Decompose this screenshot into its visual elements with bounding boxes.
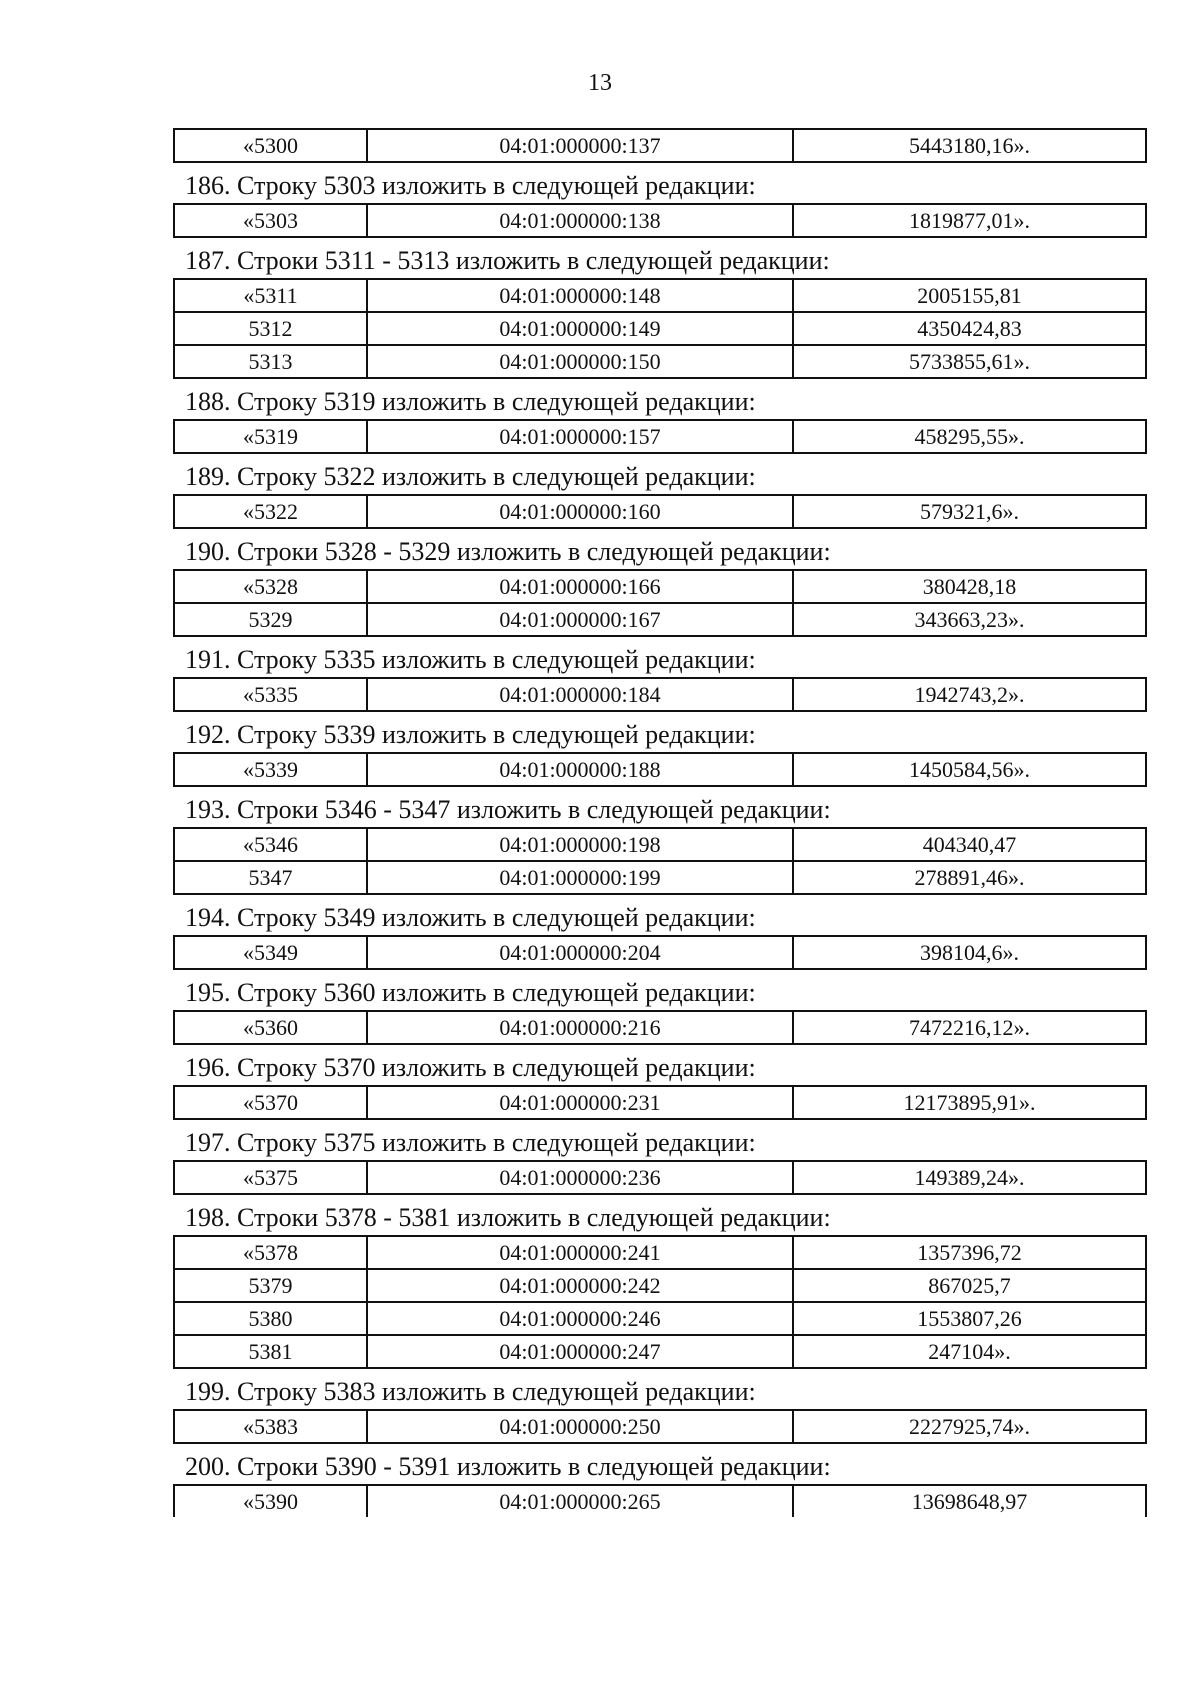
- cadastral-number-cell: 04:01:000000:148: [367, 279, 793, 312]
- row-number-cell: «5346: [174, 828, 367, 861]
- table-row: [174, 129, 1146, 162]
- row-number-cell: «5311: [174, 279, 367, 312]
- table-row: [174, 495, 1146, 528]
- amendment-table: [173, 1484, 1147, 1517]
- value-cell: 1450584,56».: [793, 753, 1146, 786]
- row-number-cell: 5381: [174, 1335, 367, 1368]
- row-number-cell: «5319: [174, 420, 367, 453]
- cadastral-number-cell: 04:01:000000:188: [367, 753, 793, 786]
- table-row: [174, 603, 1146, 636]
- row-number-cell: «5339: [174, 753, 367, 786]
- table-row: [174, 1335, 1146, 1368]
- amendment-heading: 194. Строку 5349 изложить в следующей редакции:: [185, 903, 756, 932]
- document-body: [173, 128, 1145, 1522]
- amendment-heading: 196. Строку 5370 изложить в следующей редакции:: [185, 1053, 756, 1082]
- cadastral-number-cell: 04:01:000000:198: [367, 828, 793, 861]
- value-cell: 12173895,91».: [793, 1086, 1146, 1119]
- value-cell: 1357396,72: [793, 1236, 1146, 1269]
- amendment-heading: 192. Строку 5339 изложить в следующей редакции:: [185, 720, 756, 749]
- amendment-heading: 195. Строку 5360 изложить в следующей редакции:: [185, 978, 756, 1007]
- row-number-cell: «5300: [174, 129, 367, 162]
- table-row: [174, 1302, 1146, 1335]
- cadastral-number-cell: 04:01:000000:250: [367, 1410, 793, 1443]
- value-cell: 380428,18: [793, 570, 1146, 603]
- value-cell: 149389,24».: [793, 1161, 1146, 1194]
- table-row: [174, 861, 1146, 894]
- value-cell: 247104».: [793, 1335, 1146, 1368]
- cadastral-number-cell: 04:01:000000:160: [367, 495, 793, 528]
- row-number-cell: «5328: [174, 570, 367, 603]
- amendment-heading: 191. Строку 5335 изложить в следующей редакции:: [185, 645, 756, 674]
- row-number-cell: «5378: [174, 1236, 367, 1269]
- value-cell: 398104,6».: [793, 936, 1146, 969]
- value-cell: 458295,55».: [793, 420, 1146, 453]
- value-cell: 343663,23».: [793, 603, 1146, 636]
- amendment-heading: 186. Строку 5303 изложить в следующей редакции:: [185, 171, 756, 200]
- value-cell: 1819877,01».: [793, 204, 1146, 237]
- table-row: [174, 1485, 1146, 1517]
- row-number-cell: «5303: [174, 204, 367, 237]
- table-row: [174, 828, 1146, 861]
- row-number-cell: «5335: [174, 678, 367, 711]
- value-cell: 579321,6».: [793, 495, 1146, 528]
- cadastral-number-cell: 04:01:000000:231: [367, 1086, 793, 1119]
- cadastral-number-cell: 04:01:000000:216: [367, 1011, 793, 1044]
- amendment-heading: 193. Строки 5346 - 5347 изложить в следующей редакции:: [185, 795, 831, 824]
- row-number-cell: 5347: [174, 861, 367, 894]
- amendment-table: [173, 1085, 1147, 1120]
- amendment-table: [173, 278, 1147, 379]
- value-cell: 2227925,74».: [793, 1410, 1146, 1443]
- table-row: [174, 570, 1146, 603]
- amendment-table: [173, 419, 1147, 454]
- cadastral-number-cell: 04:01:000000:236: [367, 1161, 793, 1194]
- table-row: [174, 312, 1146, 345]
- value-cell: 5443180,16».: [793, 129, 1146, 162]
- amendment-heading: 190. Строки 5328 - 5329 изложить в следующей редакции:: [185, 537, 831, 566]
- amendment-heading: 188. Строку 5319 изложить в следующей редакции:: [185, 387, 756, 416]
- value-cell: 1553807,26: [793, 1302, 1146, 1335]
- table-row: [174, 204, 1146, 237]
- amendment-table: [173, 827, 1147, 895]
- amendment-heading: 187. Строки 5311 - 5313 изложить в следующей редакции:: [185, 246, 830, 275]
- table-row: [174, 279, 1146, 312]
- value-cell: 4350424,83: [793, 312, 1146, 345]
- cadastral-number-cell: 04:01:000000:138: [367, 204, 793, 237]
- cadastral-number-cell: 04:01:000000:149: [367, 312, 793, 345]
- amendment-table: [173, 1235, 1147, 1369]
- row-number-cell: «5360: [174, 1011, 367, 1044]
- cadastral-number-cell: 04:01:000000:184: [367, 678, 793, 711]
- amendment-table: [173, 494, 1147, 529]
- value-cell: 13698648,97: [793, 1485, 1146, 1517]
- row-number-cell: 5312: [174, 312, 367, 345]
- page-number: 13: [588, 70, 612, 96]
- value-cell: 867025,7: [793, 1269, 1146, 1302]
- row-number-cell: 5379: [174, 1269, 367, 1302]
- table-row: [174, 420, 1146, 453]
- amendment-heading: 199. Строку 5383 изложить в следующей редакции:: [185, 1377, 756, 1406]
- row-number-cell: «5349: [174, 936, 367, 969]
- value-cell: 404340,47: [793, 828, 1146, 861]
- table-row: [174, 1236, 1146, 1269]
- row-number-cell: 5380: [174, 1302, 367, 1335]
- amendment-heading: 189. Строку 5322 изложить в следующей редакции:: [185, 462, 756, 491]
- table-row: [174, 678, 1146, 711]
- table-row: [174, 753, 1146, 786]
- value-cell: 1942743,2».: [793, 678, 1146, 711]
- table-row: [174, 1410, 1146, 1443]
- row-number-cell: 5329: [174, 603, 367, 636]
- amendment-table: [173, 1010, 1147, 1045]
- amendment-table: [173, 935, 1147, 970]
- value-cell: 5733855,61».: [793, 345, 1146, 378]
- cadastral-number-cell: 04:01:000000:242: [367, 1269, 793, 1302]
- row-number-cell: «5383: [174, 1410, 367, 1443]
- amendment-table: [173, 203, 1147, 238]
- amendment-table: [173, 1409, 1147, 1444]
- amendment-heading: 197. Строку 5375 изложить в следующей редакции:: [185, 1128, 756, 1157]
- amendment-table: [173, 1160, 1147, 1195]
- value-cell: 7472216,12».: [793, 1011, 1146, 1044]
- amendment-table: [173, 569, 1147, 637]
- table-row: [174, 1269, 1146, 1302]
- amendment-table: [173, 752, 1147, 787]
- row-number-cell: «5390: [174, 1485, 367, 1517]
- value-cell: 278891,46».: [793, 861, 1146, 894]
- table-row: [174, 345, 1146, 378]
- cadastral-number-cell: 04:01:000000:204: [367, 936, 793, 969]
- cadastral-number-cell: 04:01:000000:247: [367, 1335, 793, 1368]
- table-row: [174, 1086, 1146, 1119]
- cadastral-number-cell: 04:01:000000:166: [367, 570, 793, 603]
- amendment-table: [173, 128, 1147, 163]
- cadastral-number-cell: 04:01:000000:167: [367, 603, 793, 636]
- cadastral-number-cell: 04:01:000000:241: [367, 1236, 793, 1269]
- value-cell: 2005155,81: [793, 279, 1146, 312]
- cadastral-number-cell: 04:01:000000:157: [367, 420, 793, 453]
- row-number-cell: «5375: [174, 1161, 367, 1194]
- cadastral-number-cell: 04:01:000000:265: [367, 1485, 793, 1517]
- row-number-cell: 5313: [174, 345, 367, 378]
- cadastral-number-cell: 04:01:000000:199: [367, 861, 793, 894]
- cadastral-number-cell: 04:01:000000:137: [367, 129, 793, 162]
- amendment-heading: 198. Строки 5378 - 5381 изложить в следующей редакции:: [185, 1203, 831, 1232]
- row-number-cell: «5322: [174, 495, 367, 528]
- table-row: [174, 1161, 1146, 1194]
- row-number-cell: «5370: [174, 1086, 367, 1119]
- cadastral-number-cell: 04:01:000000:150: [367, 345, 793, 378]
- amendment-heading: 200. Строки 5390 - 5391 изложить в следующей редакции:: [185, 1452, 831, 1481]
- amendment-table: [173, 677, 1147, 712]
- cadastral-number-cell: 04:01:000000:246: [367, 1302, 793, 1335]
- table-row: [174, 936, 1146, 969]
- table-row: [174, 1011, 1146, 1044]
